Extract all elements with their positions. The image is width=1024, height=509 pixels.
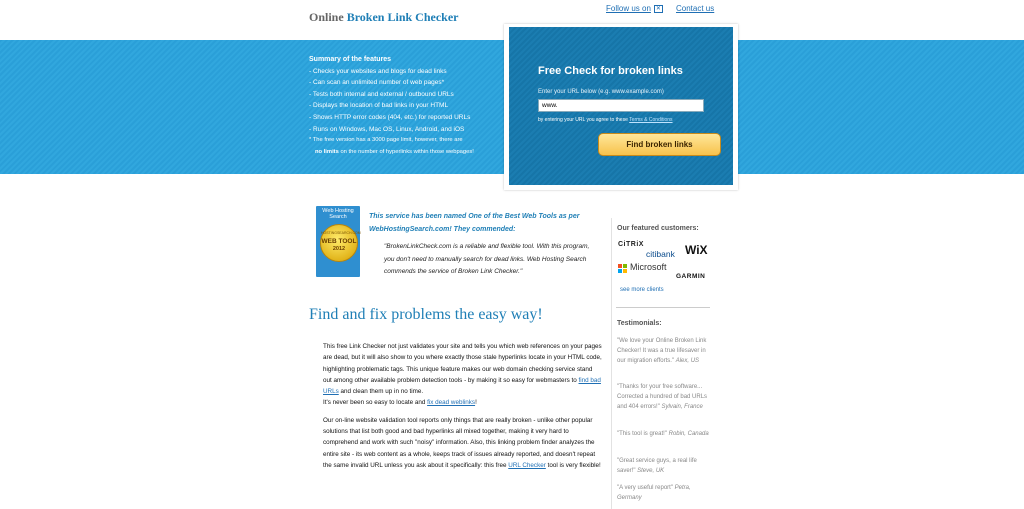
copy-paragraph [323, 341, 602, 409]
citibank-logo: citibank [646, 249, 675, 259]
testimonial [617, 430, 713, 440]
url-input[interactable] [538, 99, 704, 112]
microsoft-logo-icon [618, 264, 627, 273]
feature-item: - Displays the location of bad links in your HTML [309, 102, 449, 110]
features-note [309, 135, 509, 158]
column-divider [611, 218, 612, 509]
follow-us-label: Follow us on [606, 4, 651, 13]
logo-text-plain: Online [309, 10, 344, 24]
terms-text [538, 117, 673, 123]
follow-us-link[interactable] [606, 4, 663, 13]
feature-item: - Checks your websites and blogs for dead links [309, 67, 447, 75]
wix-logo: WiX [685, 243, 708, 257]
award-headline: This service has been named One of the Best Web Tools as per WebHostingSearch.com! They commended: [369, 213, 580, 233]
feature-item: - Runs on Windows, Mac OS, Linux, Android, and iOS [309, 125, 465, 133]
testimonial-author: Petra, Germany [617, 485, 691, 501]
testimonial [617, 337, 713, 366]
badge-year-text: 2012 [332, 246, 346, 252]
testimonial-text: "Thanks for your free software... Corrected a hundred of bad URLs and 404 errors!" [617, 384, 708, 410]
main-copy [323, 341, 602, 477]
url-checker-link[interactable]: URL Checker [508, 461, 546, 469]
copy-paragraph [323, 415, 602, 471]
main-headline: Find and fix problems the easy way! [309, 306, 543, 323]
copy-text: and clean them up in no time. [338, 388, 424, 396]
features-note-line2 [309, 147, 509, 159]
award-seal-icon [320, 224, 361, 262]
award-quote: "BrokenLinkCheck.com is a reliable and flexible tool. With this program, you don't need to manually search for dead links. Web Hosting Search commends the service of Broken Link Checker." [384, 243, 590, 275]
features-title: Summary of the features [309, 56, 392, 63]
find-broken-links-button[interactable]: Find broken links [598, 133, 721, 156]
copy-text: It's never been so easy to locate and [323, 399, 428, 407]
feature-item: - Can scan an unlimited number of web pages* [309, 79, 445, 87]
testimonial-text: "This tool is great!" [617, 431, 667, 437]
check-panel [509, 27, 733, 185]
testimonial-text: "We love your Online Broken Link Checker! It was a true lifesaver in our migration efforts." [617, 338, 707, 364]
feature-item: - Tests both internal and external / outbound URLs [309, 90, 454, 98]
award-badge[interactable] [316, 206, 360, 277]
testimonial-author: Alex, US [675, 357, 700, 364]
features-note-bold: no limits [315, 148, 339, 155]
microsoft-logo: Microsoft [630, 262, 667, 272]
testimonial [617, 484, 713, 504]
customers-title: Our featured customers: [617, 225, 699, 232]
fix-dead-weblinks-link[interactable]: fix dead weblinks [427, 399, 476, 407]
feature-item: - Shows HTTP error codes (404, etc.) for reported URLs [309, 113, 471, 121]
testimonial-author: Robin, Canada [668, 431, 709, 437]
copy-text: tool is very flexible! [545, 461, 601, 469]
see-more-clients-link[interactable]: see more clients [620, 287, 664, 293]
testimonial-text: "A very useful report" [617, 485, 673, 491]
testimonial-text: "Great service guys, a real life saver!" [617, 458, 697, 474]
testimonials-title: Testimonials: [617, 320, 662, 327]
sidebar-divider [616, 307, 710, 308]
logo-text-accent: Broken Link Checker [346, 10, 459, 24]
badge-top-text: Web Hosting Search [322, 208, 354, 220]
contact-us-link[interactable]: Contact us [676, 4, 715, 13]
terms-link[interactable]: Terms & Conditions [629, 117, 673, 123]
copy-text: This free Link Checker not just validates your site and tells you which web references on your pages are dead, but it will also show to you where exactly those stale hyperlinks locate in your HTML code, highlighting problematic tags. This unique feature makes our web domain checking service stand out among other available problem detection tools - by making it so easy for webmasters to [323, 343, 602, 384]
badge-small-text: HOSTINGSEARCH.COM [321, 231, 361, 235]
copy-text: ! [475, 399, 477, 407]
features-note-line1: * The free version has a 3000 page limit, however, there are [309, 137, 463, 144]
testimonial [617, 383, 713, 412]
site-logo[interactable] [309, 10, 458, 25]
garmin-logo: GARMIN [676, 273, 706, 280]
url-input-label: Enter your URL below (e.g. www.example.com) [538, 89, 664, 95]
testimonial [617, 457, 713, 477]
features-summary [309, 54, 509, 158]
terms-prefix: by entering your URL you agree to these [538, 117, 630, 123]
testimonial-author: Sylvain, France [661, 403, 703, 410]
check-panel-title: Free Check for broken links [538, 65, 683, 77]
social-icon[interactable]: ✕ [655, 5, 661, 12]
testimonial-author: Steve, UK [637, 467, 665, 474]
citrix-logo: CiTRiX [618, 241, 644, 248]
badge-main-text: WEB TOOL [321, 238, 357, 245]
find-bad-urls-link[interactable]: find bad URLs [323, 376, 601, 396]
copy-text: Our on-line website validation tool reports only things that are really broken - unlike other popular solutions that list both good and bad hyperlinks all mixed together, making it very hard to comprehend and work with such "noisy" information. Also, this linking problem finder analyzes the entire site - its web content as a whole, keeps track of issues already reported, and doesn't repeat the same invalid URL unless you ask about it specifically: this free [323, 416, 596, 469]
features-note-rest: on the number of hyperlinks within those webpages! [338, 148, 474, 155]
